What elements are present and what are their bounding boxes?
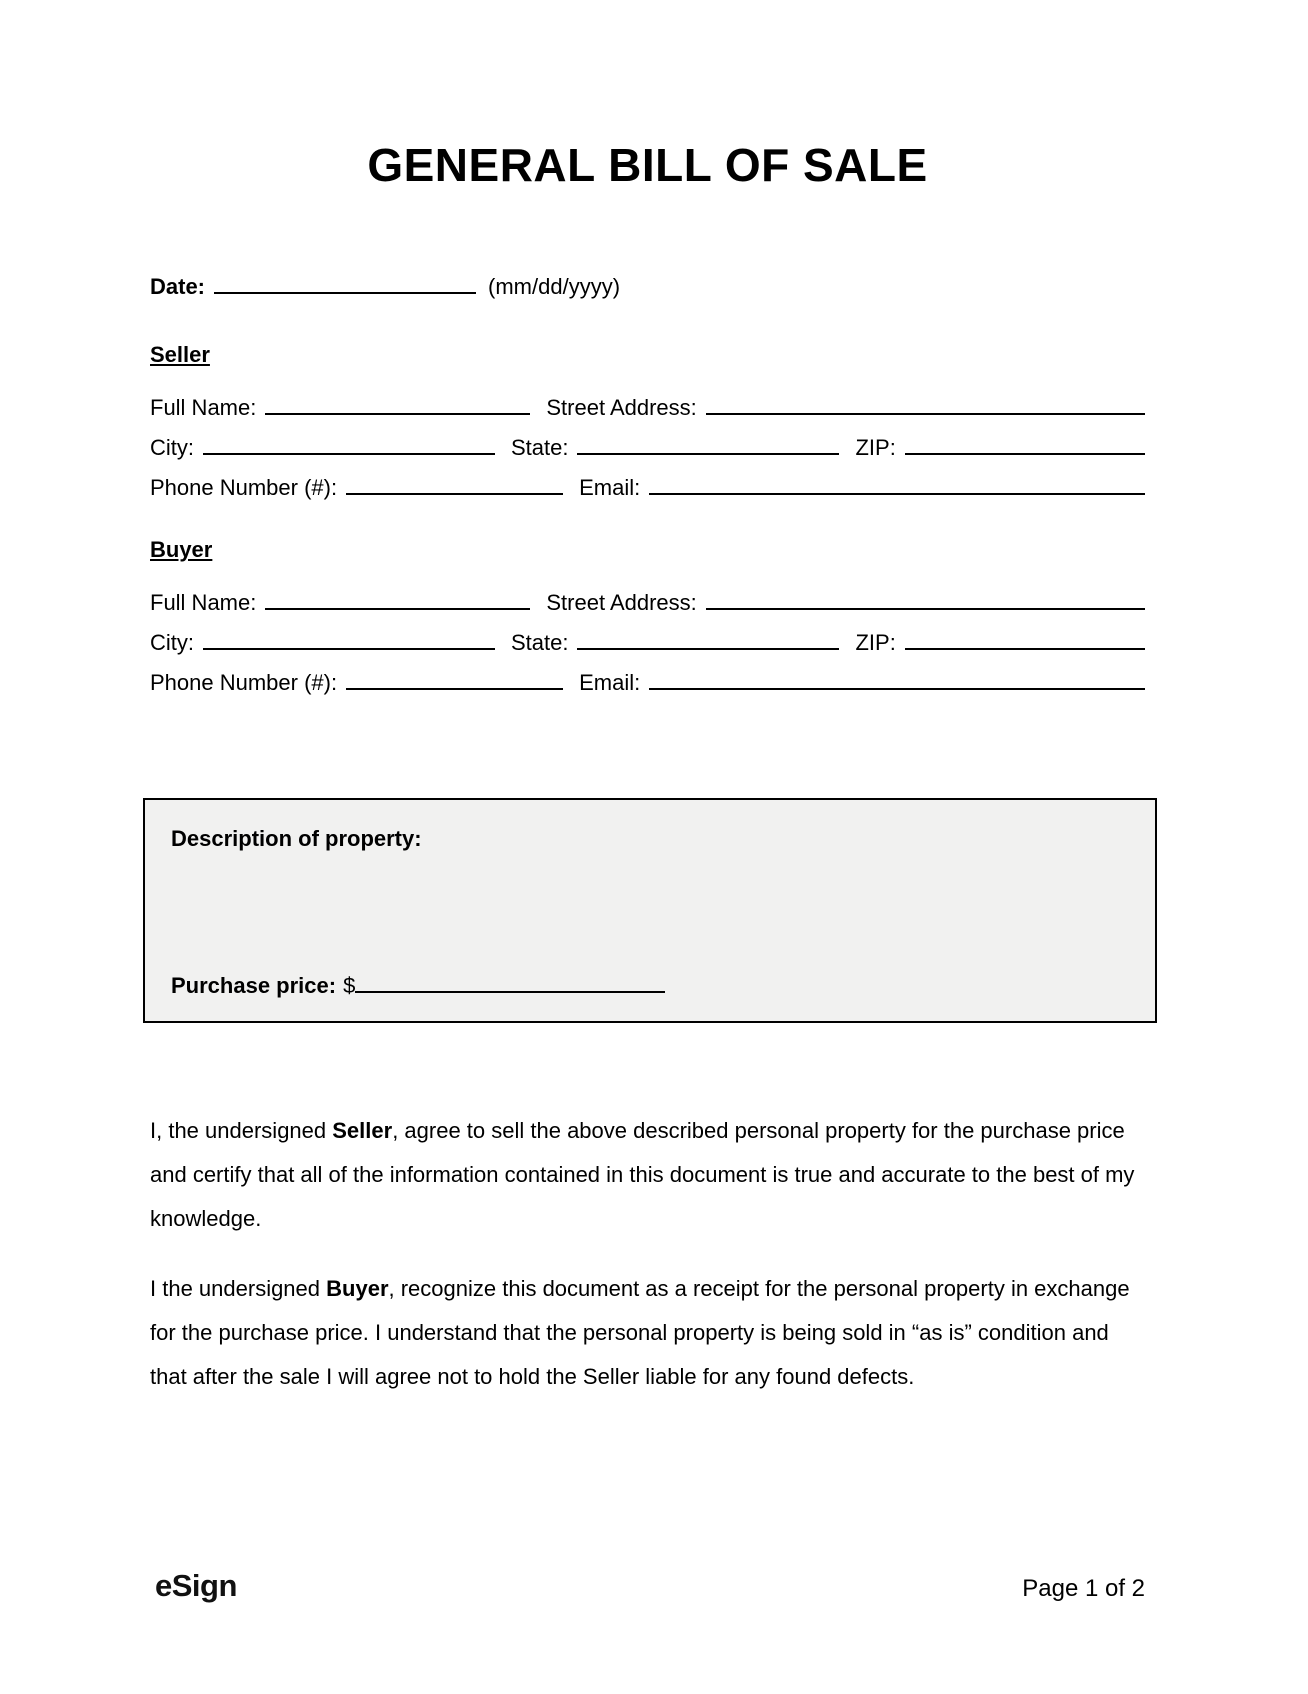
seller-state-field[interactable] <box>577 435 839 455</box>
buyer-ack-prefix: I the undersigned <box>150 1276 327 1301</box>
seller-phone-field[interactable] <box>346 475 563 495</box>
purchase-price-label: Purchase price: <box>171 973 337 998</box>
seller-city-label: City: <box>150 435 194 460</box>
buyer-state-field[interactable] <box>577 630 839 650</box>
seller-name-address-row <box>150 395 1145 421</box>
buyer-email-label: Email: <box>579 670 641 695</box>
buyer-phone-email-row <box>150 670 1145 696</box>
esign-logo: eSign <box>155 1568 237 1603</box>
buyer-name-address-row <box>150 590 1145 616</box>
buyer-full-name-label: Full Name: <box>150 590 257 615</box>
seller-acknowledgement-paragraph <box>150 1109 1145 1241</box>
seller-city-state-zip-row <box>150 435 1145 461</box>
seller-city-field[interactable] <box>203 435 495 455</box>
seller-full-name-label: Full Name: <box>150 395 257 420</box>
purchase-price-field[interactable] <box>355 973 665 993</box>
buyer-street-address-field[interactable] <box>706 590 1145 610</box>
buyer-full-name-field[interactable] <box>265 590 530 610</box>
buyer-heading: Buyer <box>150 537 213 562</box>
buyer-zip-label: ZIP: <box>855 630 896 655</box>
buyer-phone-field[interactable] <box>346 670 563 690</box>
seller-ack-prefix: I, the undersigned <box>150 1118 333 1143</box>
seller-phone-email-row <box>150 475 1145 501</box>
buyer-zip-field[interactable] <box>905 630 1145 650</box>
seller-phone-label: Phone Number (#): <box>150 475 338 500</box>
buyer-acknowledgement-paragraph <box>150 1267 1145 1399</box>
buyer-city-state-zip-row <box>150 630 1145 656</box>
seller-heading: Seller <box>150 342 210 367</box>
seller-street-address-label: Street Address: <box>546 395 697 420</box>
purchase-price-row <box>171 973 1125 999</box>
seller-ack-actor: Seller <box>332 1118 393 1143</box>
date-row <box>150 274 1145 300</box>
buyer-ack-suffix: , recognize this document as a receipt for the personal property in exchange for the purchase price. I understand that the personal property is being sold in “as is” condition and that after the sale I will agree not to hold the Seller liable for any found defects. <box>150 1276 1130 1389</box>
seller-zip-field[interactable] <box>905 435 1145 455</box>
date-format-hint: (mm/dd/yyyy) <box>488 274 621 299</box>
date-label: Date: <box>150 274 206 299</box>
currency-symbol: $ <box>343 973 356 998</box>
page-footer <box>155 1568 1145 1604</box>
buyer-ack-actor: Buyer <box>326 1276 389 1301</box>
seller-full-name-field[interactable] <box>265 395 530 415</box>
description-of-property-field[interactable] <box>171 852 1125 973</box>
buyer-city-label: City: <box>150 630 194 655</box>
page-title: GENERAL BILL OF SALE <box>367 139 928 191</box>
buyer-phone-label: Phone Number (#): <box>150 670 338 695</box>
buyer-street-address-label: Street Address: <box>546 590 697 615</box>
date-field[interactable] <box>214 274 476 294</box>
seller-email-field[interactable] <box>649 475 1145 495</box>
seller-zip-label: ZIP: <box>855 435 896 460</box>
page-indicator: Page 1 of 2 <box>1022 1575 1145 1602</box>
seller-email-label: Email: <box>579 475 641 500</box>
buyer-state-label: State: <box>511 630 569 655</box>
buyer-email-field[interactable] <box>649 670 1145 690</box>
seller-street-address-field[interactable] <box>706 395 1145 415</box>
property-description-box <box>143 798 1157 1023</box>
buyer-city-field[interactable] <box>203 630 495 650</box>
seller-ack-suffix: , agree to sell the above described personal property for the purchase price and certify that all of the information contained in this document is true and accurate to the best of my knowledge. <box>150 1118 1135 1231</box>
description-of-property-label: Description of property: <box>171 826 422 851</box>
seller-state-label: State: <box>511 435 569 460</box>
